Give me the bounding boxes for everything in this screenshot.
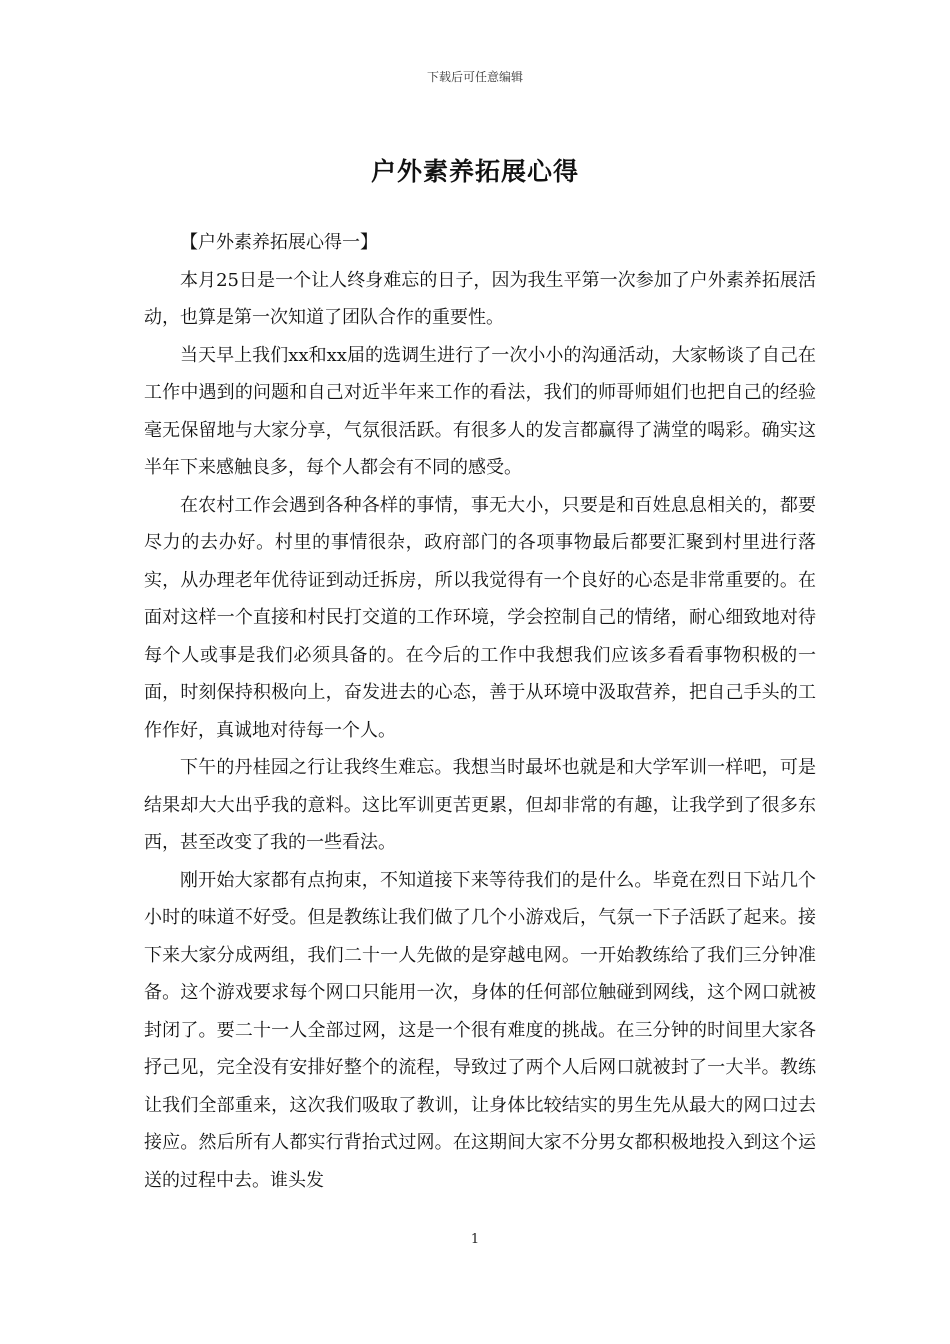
header-note: 下载后可任意编辑 [426,70,523,84]
page-number: 1 [470,1232,480,1247]
paragraph: 下午的丹桂园之行让我终生难忘。我想当时最坏也就是和大学军训一样吧，可是结果却大大出乎我的意料。这比军训更苦更累，但却非常的有趣，让我学到了很多东西，甚至改变了我的一些看法。 [144,757,816,853]
section-heading: 【户外素养拓展心得一】 [180,232,378,253]
document-body [144,224,816,1199]
paragraph: 本月25日是一个让人终身难忘的日子，因为我生平第一次参加了户外素养拓展活动，也算是第一次知道了团队合作的重要性。 [144,269,816,328]
paragraph: 刚开始大家都有点拘束，不知道接下来等待我们的是什么。毕竟在烈日下站几个小时的味道不好受。但是教练让我们做了几个小游戏后，气氛一下子活跃了起来。接下来大家分成两组，我们二十一人先做的是穿越电网。一开始教练给了我们三分钟准备。这个游戏要求每个网口只能用一次，身体的任何部位触碰到网线，这个网口就被封闭了。要二十一人全部过网，这是一个很有难度的挑战。在三分钟的时间里大家各抒己见，完全没有安排好整个的流程，导致过了两个人后网口就被封了一大半。教练让我们全部重来，这次我们吸取了教训，让身体比较结实的男生先从最大的网口过去接应。然后所有人都实行背抬式过网。在这期间大家不分男女都积极地投入到这个运送的过程中去。谁头发 [144,869,816,1191]
document-title: 户外素养拓展心得 [370,157,579,186]
paragraph: 在农村工作会遇到各种各样的事情，事无大小，只要是和百姓息息相关的，都要尽力的去办好。村里的事情很杂，政府部门的各项事物最后都要汇聚到村里进行落实，从办理老年优待证到动迁拆房，所以我觉得有一个良好的心态是非常重要的。在面对这样一个直接和村民打交道的工作环境，学会控制自己的情绪，耐心细致地对待每个人或事是我们必须具备的。在今后的工作中我想我们应该多看看事物积极的一面，时刻保持积极向上，奋发进去的心态，善于从环境中汲取营养，把自己手头的工作作好，真诚地对待每一个人。 [144,494,816,741]
paragraph: 当天早上我们xx和xx届的选调生进行了一次小小的沟通活动，大家畅谈了自己在工作中遇到的问题和自己对近半年来工作的看法，我们的师哥师姐们也把自己的经验毫无保留地与大家分享，气氛很活跃。有很多人的发言都赢得了满堂的喝彩。确实这半年下来感触良多，每个人都会有不同的感受。 [144,344,816,478]
